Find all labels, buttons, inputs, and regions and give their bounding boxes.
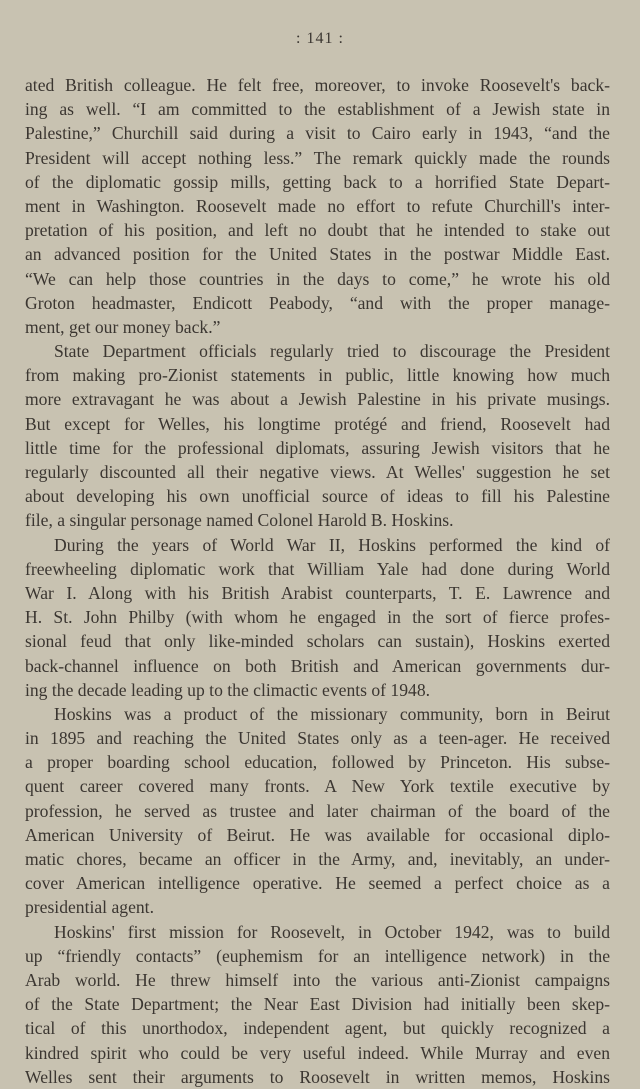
text-line: little time for the professional diplomats, assuring Jewish visitors that he: [25, 437, 610, 458]
text-line: Palestine,” Churchill said during a visit to Cairo early in 1943, “and the: [25, 123, 610, 144]
paragraph: [25, 339, 610, 533]
text-line: matic chores, became an officer in the Army, and, inevitably, an under-: [25, 849, 610, 869]
text-line: ment, get our money back.”: [25, 316, 221, 337]
paragraph: [25, 533, 610, 702]
text-line: freewheeling diplomatic work that William Yale had done during World: [25, 558, 610, 579]
text-line: But except for Welles, his longtime protégé and friend, Roosevelt had: [25, 413, 610, 434]
text-line: cover American intelligence operative. He seemed a perfect choice as a: [25, 873, 610, 894]
paragraph: [25, 702, 610, 920]
text-line: up “friendly contacts” (euphemism for an intelligence network) in the: [25, 945, 610, 966]
text-line: H. St. John Philby (with whom he engaged in the sort of fierce profes-: [25, 607, 610, 628]
paragraph: [25, 73, 610, 339]
text-line: Hoskins was a product of the missionary community, born in Beirut: [54, 703, 610, 724]
paragraph: [25, 920, 610, 1089]
text-line: in 1895 and reaching the United States only as a teen-ager. He received: [25, 728, 610, 749]
text-line: American University of Beirut. He was available for occasional diplo-: [25, 824, 610, 845]
text-line: ing as well. “I am committed to the establishment of a Jewish state in: [25, 99, 610, 120]
text-line: of the diplomatic gossip mills, getting back to a horrified State Depart-: [25, 171, 610, 192]
text-line: pretation of his position, and left no doubt that he intended to stake out: [25, 220, 610, 241]
text-line: sional feud that only like-minded scholars can sustain), Hoskins exerted: [25, 631, 610, 652]
text-line: profession, he served as trustee and later chairman of the board of the: [25, 800, 610, 821]
text-line: from making pro-Zionist statements in public, little knowing how much: [25, 365, 610, 386]
text-line: kindred spirit who could be very useful indeed. While Murray and even: [25, 1042, 610, 1063]
text-line: regularly discounted all their negative views. At Welles' suggestion he set: [25, 462, 610, 482]
text-line: During the years of World War II, Hoskins performed the kind of: [54, 534, 610, 555]
text-line: an advanced position for the United States in the postwar Middle East.: [25, 244, 610, 265]
text-line: tical of this unorthodox, independent agent, but quickly recognized a: [25, 1018, 610, 1039]
text-line: President will accept nothing less.” The remark quickly made the rounds: [25, 147, 610, 168]
page-number: : 141 :: [296, 30, 344, 47]
text-line: ing the decade leading up to the climactic events of 1948.: [25, 679, 431, 700]
text-line: more extravagant he was about a Jewish Palestine in his private musings.: [25, 389, 610, 410]
text-line: back-channel influence on both British and American governments dur-: [25, 655, 610, 676]
text-line: of the State Department; the Near East Division had initially been skep-: [25, 994, 610, 1015]
text-line: ated British colleague. He felt free, moreover, to invoke Roosevelt's back-: [25, 75, 610, 95]
text-line: War I. Along with his British Arabist counterparts, T. E. Lawrence and: [25, 582, 610, 603]
text-line: Arab world. He threw himself into the various anti-Zionist campaigns: [25, 969, 610, 990]
text-line: quent career covered many fronts. A New York textile executive by: [25, 776, 610, 797]
text-line: Groton headmaster, Endicott Peabody, “and with the proper manage-: [25, 292, 610, 313]
text-line: ment in Washington. Roosevelt made no effort to refute Churchill's inter-: [25, 195, 610, 216]
text-line: State Department officials regularly tried to discourage the President: [54, 341, 610, 362]
text-line: file, a singular personage named Colonel Harold B. Hoskins.: [25, 510, 454, 531]
body-text: [25, 73, 610, 1089]
text-line: Hoskins' first mission for Roosevelt, in October 1942, was to build: [54, 921, 610, 942]
text-line: presidential agent.: [25, 897, 154, 918]
text-line: Welles sent their arguments to Roosevelt in written memos, Hoskins: [25, 1066, 610, 1087]
text-line: “We can help those countries in the days to come,” he wrote his old: [25, 268, 610, 289]
text-line: about developing his own unofficial source of ideas to fill his Palestine: [25, 486, 610, 507]
text-line: a proper boarding school education, followed by Princeton. His subse-: [25, 752, 610, 773]
